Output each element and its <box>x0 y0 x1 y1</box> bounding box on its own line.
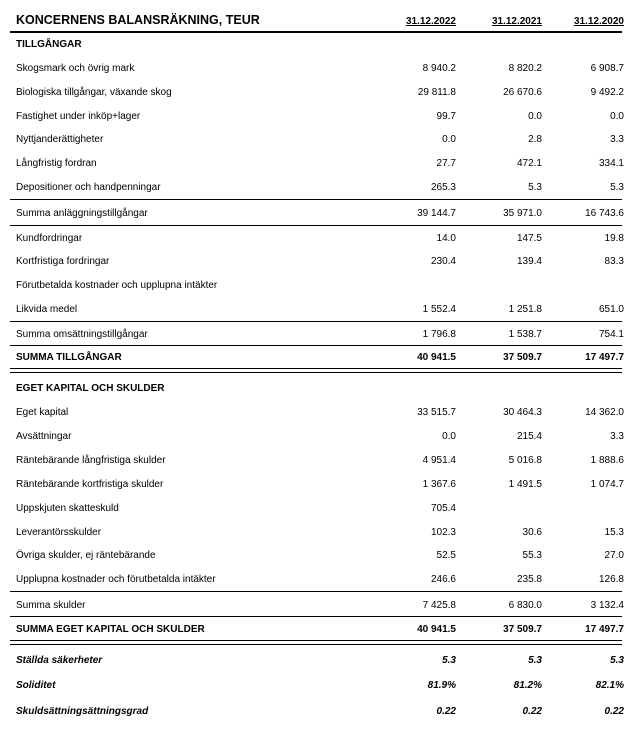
value-2020: 1 074.7 <box>590 479 624 490</box>
value-2021: 30 464.3 <box>503 407 542 418</box>
row-label: Soliditet <box>16 680 56 691</box>
value-2021: 8 820.2 <box>508 63 542 74</box>
value-2022: 40 941.5 <box>417 352 456 363</box>
value-2020: 1 888.6 <box>590 455 624 466</box>
value-2022: 102.3 <box>430 527 456 538</box>
row-label: SUMMA EGET KAPITAL OCH SKULDER <box>16 624 205 635</box>
value-2020: 334.1 <box>598 158 624 169</box>
value-2021: 1 538.7 <box>508 329 542 340</box>
value-2022: 52.5 <box>436 550 456 561</box>
row-label: Summa anläggningstillgångar <box>16 208 148 219</box>
double-divider <box>10 640 622 645</box>
row-label: Nyttjanderättigheter <box>16 134 104 145</box>
value-2020: 0.22 <box>604 706 624 717</box>
value-2020: 126.8 <box>598 574 624 585</box>
value-2021: 5.3 <box>528 182 542 193</box>
value-2022: 705.4 <box>430 503 456 514</box>
value-2021: 2.8 <box>528 134 542 145</box>
value-2020: 9 492.2 <box>590 87 624 98</box>
value-2020: 82.1% <box>595 680 624 691</box>
value-2022: 39 144.7 <box>417 208 456 219</box>
value-2022: 27.7 <box>436 158 456 169</box>
value-2020: 83.3 <box>604 256 624 267</box>
value-2021: 0.0 <box>528 111 542 122</box>
value-2020: 0.0 <box>610 111 624 122</box>
value-2021: 55.3 <box>522 550 542 561</box>
value-2020: 17 497.7 <box>585 624 624 635</box>
value-2021: 6 830.0 <box>508 600 542 611</box>
value-2021: 215.4 <box>516 431 542 442</box>
row-label: Skogsmark och övrig mark <box>16 63 135 74</box>
row-label: Summa skulder <box>16 600 86 611</box>
row-label: Räntebärande kortfristiga skulder <box>16 479 164 490</box>
value-2021: 235.8 <box>516 574 542 585</box>
row-label: Eget kapital <box>16 407 69 418</box>
column-header-2020: 31.12.2020 <box>573 16 624 27</box>
value-2021: 35 971.0 <box>503 208 542 219</box>
row-label: Fastighet under inköp+lager <box>16 111 141 122</box>
column-header-2021: 31.12.2021 <box>491 16 542 27</box>
page-title: KONCERNENS BALANSRÄKNING, TEUR <box>16 13 260 27</box>
row-label: Avsättningar <box>16 431 72 442</box>
value-2022: 8 940.2 <box>422 63 456 74</box>
value-2021: 0.22 <box>522 706 542 717</box>
value-2022: 0.0 <box>442 134 456 145</box>
section-label: EGET KAPITAL OCH SKULDER <box>16 383 165 394</box>
value-2021: 5 016.8 <box>508 455 542 466</box>
value-2022: 246.6 <box>430 574 456 585</box>
value-2021: 26 670.6 <box>503 87 542 98</box>
divider <box>10 591 622 592</box>
value-2020: 5.3 <box>610 655 624 666</box>
value-2022: 5.3 <box>442 655 456 666</box>
divider <box>10 321 622 322</box>
value-2022: 7 425.8 <box>422 600 456 611</box>
value-2022: 230.4 <box>430 256 456 267</box>
divider <box>10 199 622 200</box>
row-label: Kortfristiga fordringar <box>16 256 110 267</box>
divider <box>10 345 622 346</box>
row-label: Långfristig fordran <box>16 158 97 169</box>
row-label: Förutbetalda kostnader och upplupna intäkter <box>16 280 218 291</box>
value-2021: 37 509.7 <box>503 624 542 635</box>
value-2020: 3.3 <box>610 431 624 442</box>
value-2021: 139.4 <box>516 256 542 267</box>
value-2020: 27.0 <box>604 550 624 561</box>
value-2020: 754.1 <box>598 329 624 340</box>
value-2022: 81.9% <box>427 680 456 691</box>
value-2022: 33 515.7 <box>417 407 456 418</box>
value-2022: 0.22 <box>436 706 456 717</box>
row-label: SUMMA TILLGÅNGAR <box>16 352 122 363</box>
row-label: Skuldsättningsättningsgrad <box>16 706 149 717</box>
row-label: Upplupna kostnader och förutbetalda intäkter <box>16 574 216 585</box>
value-2022: 99.7 <box>436 111 456 122</box>
value-2022: 29 811.8 <box>417 87 456 98</box>
value-2022: 40 941.5 <box>417 624 456 635</box>
value-2020: 651.0 <box>598 304 624 315</box>
section-label: TILLGÅNGAR <box>16 39 82 50</box>
row-label: Summa omsättningstillgångar <box>16 329 148 340</box>
value-2020: 14 362.0 <box>585 407 624 418</box>
value-2021: 1 251.8 <box>508 304 542 315</box>
value-2022: 1 796.8 <box>422 329 456 340</box>
row-label: Kundfordringar <box>16 233 83 244</box>
value-2021: 37 509.7 <box>503 352 542 363</box>
value-2021: 472.1 <box>516 158 542 169</box>
value-2022: 14.0 <box>436 233 456 244</box>
value-2020: 5.3 <box>610 182 624 193</box>
row-label: Övriga skulder, ej räntebärande <box>16 550 156 561</box>
value-2020: 3.3 <box>610 134 624 145</box>
value-2021: 147.5 <box>516 233 542 244</box>
row-label: Depositioner och handpenningar <box>16 182 161 193</box>
value-2021: 5.3 <box>528 655 542 666</box>
value-2022: 265.3 <box>430 182 456 193</box>
value-2021: 81.2% <box>513 680 542 691</box>
row-label: Ställda säkerheter <box>16 655 103 666</box>
value-2020: 16 743.6 <box>585 208 624 219</box>
value-2020: 15.3 <box>604 527 624 538</box>
value-2020: 3 132.4 <box>590 600 624 611</box>
column-header-2022: 31.12.2022 <box>405 16 456 27</box>
value-2022: 1 552.4 <box>422 304 456 315</box>
value-2020: 17 497.7 <box>585 352 624 363</box>
double-divider <box>10 368 622 373</box>
divider <box>10 225 622 226</box>
row-label: Uppskjuten skatteskuld <box>16 503 119 514</box>
value-2022: 0.0 <box>442 431 456 442</box>
value-2022: 4 951.4 <box>422 455 456 466</box>
row-label: Leverantörsskulder <box>16 527 102 538</box>
value-2020: 19.8 <box>604 233 624 244</box>
row-label: Biologiska tillgångar, växande skog <box>16 87 172 98</box>
value-2021: 1 491.5 <box>508 479 542 490</box>
value-2022: 1 367.6 <box>422 479 456 490</box>
row-label: Räntebärande långfristiga skulder <box>16 455 166 466</box>
header-rule <box>10 31 622 33</box>
value-2021: 30.6 <box>522 527 542 538</box>
row-label: Likvida medel <box>16 304 78 315</box>
value-2020: 6 908.7 <box>590 63 624 74</box>
divider <box>10 616 622 617</box>
